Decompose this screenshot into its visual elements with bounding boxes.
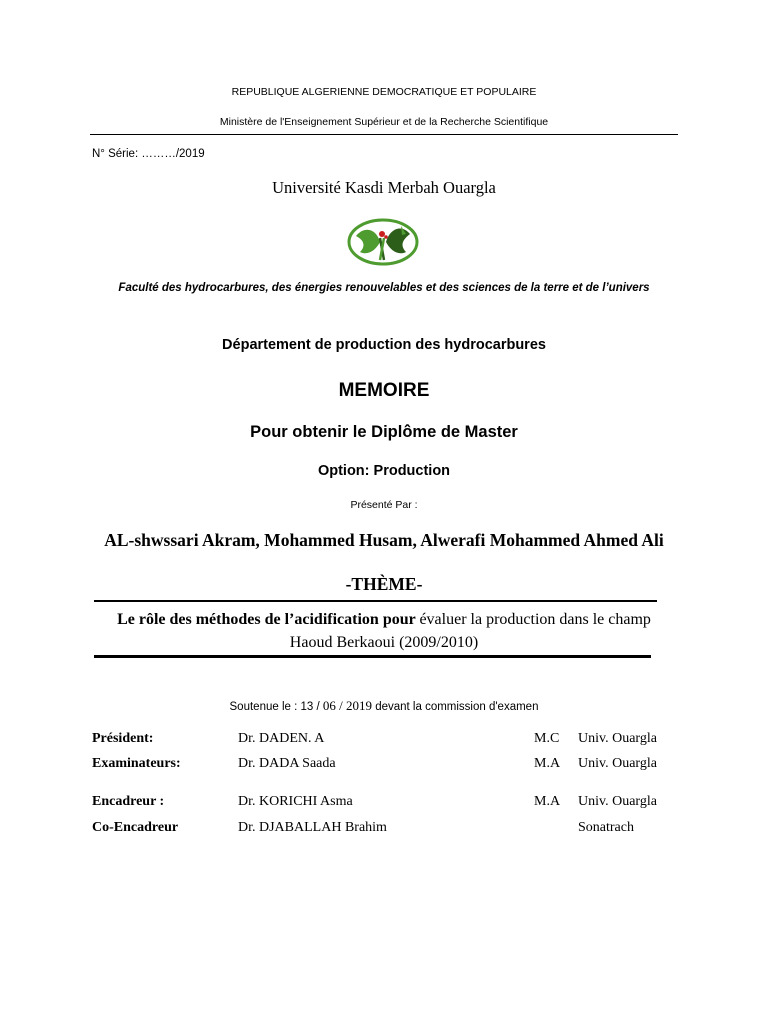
jury-name: Dr. DADA Saada — [238, 756, 336, 771]
jury-role: Encadreur : — [92, 794, 165, 809]
jury-grade: M.A — [534, 794, 561, 809]
jury-name: Dr. DJABALLAH Brahim — [238, 820, 387, 835]
theme-divider-bottom — [94, 655, 651, 658]
jury-role: Président: — [92, 731, 154, 746]
jury-affiliation: Univ. Ouargla — [578, 731, 657, 746]
republic-header: REPUBLIQUE ALGERIENNE DEMOCRATIQUE ET POPULAIRE — [231, 86, 537, 98]
defense-date-suffix: devant la commission d'examen — [372, 701, 539, 713]
jury-name: Dr. KORICHI Asma — [238, 794, 353, 809]
presented-by-label: Présenté Par : — [350, 499, 418, 511]
thesis-title-regular: évaluer la production dans le champ — [419, 611, 651, 628]
theme-label: -THÈME- — [345, 574, 423, 594]
thesis-title-line-2: Haoud Berkaoui (2009/2010) — [289, 634, 479, 651]
jury-grade: M.C — [534, 731, 560, 746]
jury-role: Co-Encadreur — [92, 820, 179, 835]
ministry-header: Ministère de l'Enseignement Supérieur et de la Recherche Scientifique — [219, 116, 549, 128]
defense-date-prefix: Soutenue le : 13 / — [229, 701, 323, 713]
jury-role: Examinateurs: — [92, 756, 181, 771]
university-emblem-icon — [346, 216, 420, 268]
option-line: Option: Production — [317, 463, 451, 479]
header-divider — [90, 134, 678, 135]
jury-name: Dr. DADEN. A — [238, 731, 325, 746]
jury-affiliation: Univ. Ouargla — [578, 756, 657, 771]
document-type: MEMOIRE — [338, 380, 430, 401]
defense-month: 06 — [322, 698, 336, 713]
defense-year: / 2019 — [335, 698, 372, 713]
department-name: Département de production des hydrocarbures — [222, 337, 546, 353]
serial-number: N° Série: ………/2019 — [92, 148, 205, 160]
diploma-line: Pour obtenir le Diplôme de Master — [250, 423, 518, 441]
thesis-title-bold: Le rôle des méthodes de l’acidification pour — [117, 611, 420, 628]
authors-line: AL-shwssari Akram, Mohammed Husam, Alwerafi Mohammed Ahmed Ali — [104, 530, 664, 550]
faculty-name: Faculté des hydrocarbures, des énergies renouvelables et des sciences de la terre et de l’univers — [118, 282, 650, 294]
jury-affiliation: Sonatrach — [578, 820, 634, 835]
defense-date-line — [0, 698, 768, 714]
thesis-title-line-1 — [0, 611, 768, 629]
university-name: Université Kasdi Merbah Ouargla — [272, 178, 496, 197]
theme-divider-top — [94, 600, 657, 602]
jury-affiliation: Univ. Ouargla — [578, 794, 657, 809]
jury-grade: M.A — [534, 756, 561, 771]
